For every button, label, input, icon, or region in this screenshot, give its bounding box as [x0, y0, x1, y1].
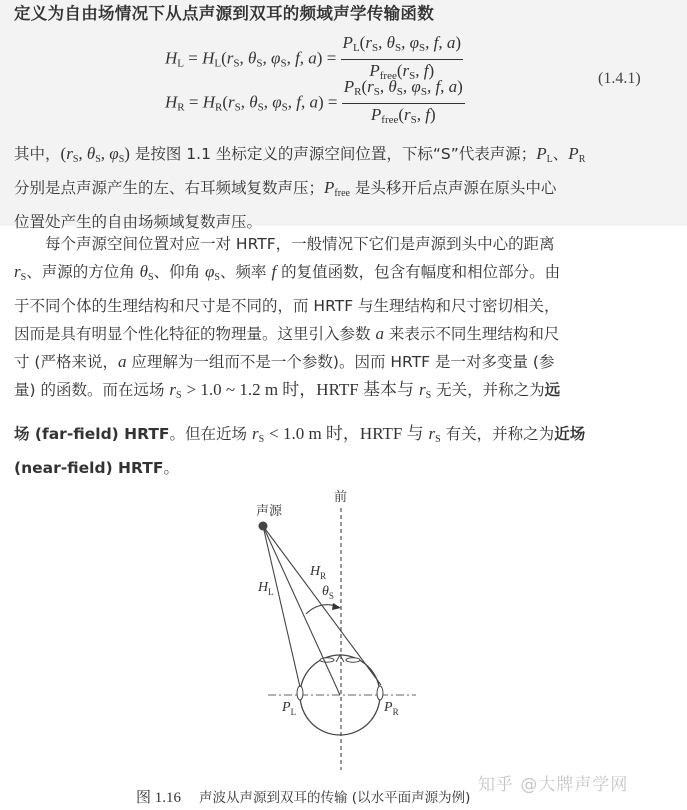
hr-label: $H_R$ [310, 564, 327, 581]
figure-caption: 图 1.16 声波从声源到双耳的传输 (以水平面声源为例) [136, 790, 471, 806]
figure-sound-propagation-diagram [220, 480, 460, 770]
pl-label: $P_L$ [282, 700, 297, 717]
paragraph-near-far-field: 场 (far-field) HRTF。但在近场 $r_S < 1.0$ m 时，HRTF 与 $r_S$ 有关，并称之为近场 (near-field) HRTF。 [14, 424, 586, 477]
section-heading: 定义为自由场情况下从点声源到双耳的频域声学传输函数 [14, 4, 434, 23]
paragraph-definition: 其中，($r_S$, $\theta_S$, $\varphi_S$) 是按图 1.1 坐标定义的声源空间位置，下标“S”代表声源；$P_L$、$P_R$ 分别是点声源产生的左、右耳频域复数声压；$P_{free}$ 是头移开后点声源在原头中心 位置处产生的自由场频域复数声压。 [14, 144, 586, 231]
pr-label: $P_R$ [384, 700, 399, 717]
head-source-diagram [220, 480, 460, 770]
paragraph-hrtf-description: 每个声源空间位置对应一对 HRTF，一般情况下它们是声源到头中心的距离 $r_S$、声源的方位角 $\theta_S$、仰角 $\varphi_S$、频率 f 的复值函数，包含有幅度和相位部分。由 于不同个体的生理结构和尺寸是不同的，而 HRTF 与生理结构和尺寸密切相关， 因而是具有明显个性化特征的物理量。这里引入参数 a 来表示不同生理结构和尺 寸 (严格来说，a 应理解为一组而不是一个参数)。因而 HRTF 是一对多变量 (参 量) 的函数。而在远场 $r_S > 1.0$ ~ 1.2 m 时，HRTF 基本与 $r_S$ 无关，并称之为远 [14, 235, 561, 401]
sound-source-label: 声源 [256, 504, 283, 519]
fraction-hr: $\frac{P_R(r_S, \theta_S, \varphi_S, f, a)}{P_{free}(r_S, f)}$ [343, 77, 463, 126]
equation-hr: $H_R = H_R(r_S$, $\theta_S$, $\varphi_S$, f, a) = $\frac{P_R(r_S, \theta_S, \varphi_S, f, a)}{P_{free}(r_S, f)}$ [165, 76, 465, 131]
theta-label: $\theta_S$ [322, 584, 334, 601]
front-label: 前 [334, 490, 348, 505]
zhihu-watermark: 知乎 @大牌声学网 [478, 775, 629, 795]
equation-number: (1.4.1) [598, 70, 641, 87]
hl-label: $H_L$ [258, 580, 274, 597]
equation-hl: $H_L = H_L(r_S$, $\theta_S$, $\varphi_S$, f, a) = $\frac{P_L(r_S, \theta_S, \varphi_S, f, a)}{P_{free}(r_S, f)}$ [165, 32, 463, 87]
fraction-hl: $\frac{P_L(r_S, \theta_S, \varphi_S, f, a)}{P_{free}(r_S, f)}$ [342, 33, 462, 82]
